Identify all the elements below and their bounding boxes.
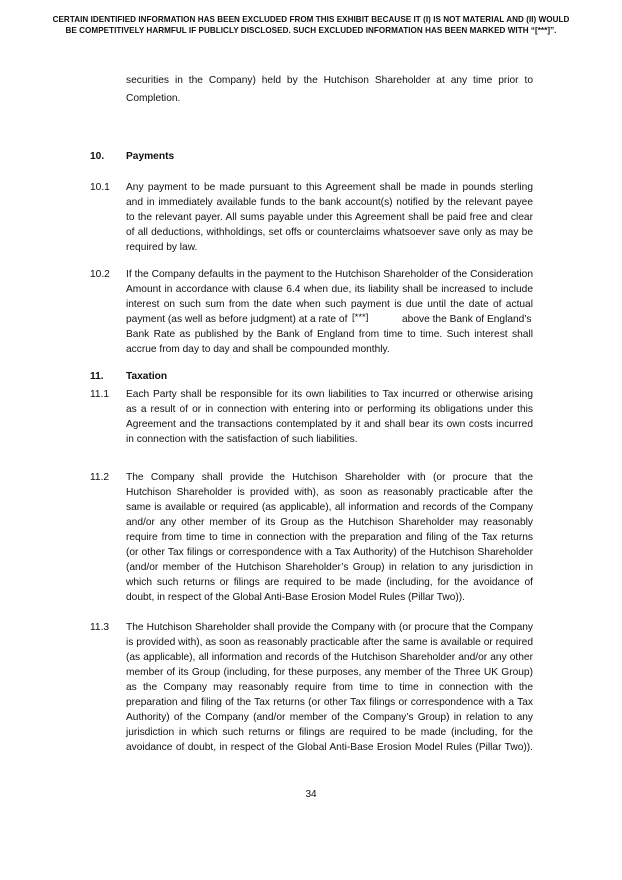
paragraph-line: accrue from day to day and shall be compounded monthly.	[126, 344, 390, 355]
paragraph-line: and in immediately available funds to the bank account(s) notified by the relevant payee	[126, 197, 533, 208]
paragraph-line: (as applicable), all information and records of the Hutchison Shareholder and/or any other	[126, 652, 533, 663]
paragraph-line: doubt, in respect of the Global Anti-Base Erosion Model Rules (Pillar Two)).	[126, 592, 465, 603]
paragraph-line: above the Bank of England’s	[402, 314, 532, 325]
section-heading: Taxation	[126, 371, 168, 382]
section-number: 10.	[90, 151, 105, 162]
redaction-notice	[30, 14, 592, 36]
paragraph-line: avoidance of doubt, in respect of the Global Anti-Base Erosion Model Rules (Pillar Two)).	[126, 742, 533, 753]
paragraph-line: and/or any other member of its Group as the Hutchison Shareholder may reasonably	[126, 517, 533, 528]
paragraph-line: is provided with), as soon as reasonably practicable after the same is available or required	[126, 637, 533, 648]
clause-number: 11.3	[90, 622, 110, 633]
paragraph-line: (or other Tax filings or correspondence with a Tax Authority) of the Hutchison Shareholder	[126, 547, 533, 558]
paragraph-line: Each Party shall be responsible for its own liabilities to Tax incurred or otherwise arising	[126, 389, 533, 400]
paragraph-line: in connection with the satisfaction of such liabilities.	[126, 434, 358, 445]
paragraph-line: interest on such sum from the date when such payment is due until the date of actual	[126, 299, 533, 310]
section-heading: Payments	[126, 151, 175, 162]
paragraph-line: as a result of or in connection with entering into or performing its obligations under this	[126, 404, 533, 415]
paragraph-line: which such returns or filings are required to be made (including, for the avoidance of	[126, 577, 533, 588]
page-number: 34	[305, 789, 317, 800]
paragraph-line: preparation and filing of the Tax returns (or other Tax filings or correspondence with a Tax	[126, 697, 533, 708]
paragraph-line: If the Company defaults in the payment to the Hutchison Shareholder of the Consideration	[126, 269, 533, 280]
paragraph-line: as the Company may reasonably require from time to time in connection with the	[126, 682, 533, 693]
paragraph-line: jurisdiction in which such returns or filings are required to be made (including, for the	[126, 727, 533, 738]
paragraph-line: Hutchison Shareholder is provided with), as soon as reasonably practicable after the	[126, 487, 533, 498]
paragraph-line: The Hutchison Shareholder shall provide the Company with (or procure that the Company	[126, 622, 533, 633]
paragraph-line: Agreement and the transactions contemplated by it and shall bear its own costs incurred	[126, 419, 533, 430]
paragraph-line: Any payment to be made pursuant to this Agreement shall be made in pounds sterling	[126, 182, 533, 193]
clause-number: 11.2	[90, 472, 110, 483]
paragraph-line: Amount in accordance with clause 6.4 when due, its liability shall be increased to include	[126, 284, 533, 295]
paragraph-line: The Company shall provide the Hutchison Shareholder with (or procure that the	[126, 472, 533, 483]
paragraph-line: payment (as well as before judgment) at a rate of	[126, 314, 348, 325]
paragraph-line: require from time to time in connection with the preparation and filing of the Tax returns	[126, 532, 533, 543]
section-number: 11.	[90, 371, 104, 382]
clause-number: 10.1	[90, 182, 110, 193]
paragraph-line: member of its Group (including, for these purposes, any member of the Three UK Group)	[126, 667, 533, 678]
clause-number: 11.1	[90, 389, 110, 400]
paragraph-line: same is available or required (as applicable), all information and records of the Company	[126, 502, 533, 513]
paragraph-line: to the relevant payer. All sums payable under this Agreement shall be paid free and clear	[126, 212, 533, 223]
clause-number: 10.2	[90, 269, 110, 280]
paragraph-line: securities in the Company) held by the Hutchison Shareholder at any time prior to	[126, 75, 533, 86]
paragraph-line: Authority) of the Company (and/or member of the Company’s Group) in relation to any	[126, 712, 533, 723]
paragraph-line: required by law.	[126, 242, 198, 253]
paragraph-line: of all deductions, withholdings, set offs or counterclaims whatsoever save only as may be	[126, 227, 533, 238]
redaction-notice-line-1: CERTAIN IDENTIFIED INFORMATION HAS BEEN EXCLUDED FROM THIS EXHIBIT BECAUSE IT (I) IS NOT MATERIAL AND (II) WOULD	[52, 15, 570, 24]
redaction-marker: [***]	[352, 312, 369, 323]
paragraph-line: Bank Rate as published by the Bank of England from time to time. Such interest shall	[126, 329, 533, 340]
redaction-notice-line-2: BE COMPETITIVELY HARMFUL IF PUBLICLY DISCLOSED. SUCH EXCLUDED INFORMATION HAS BEEN MARKED WITH “[***]”.	[65, 26, 557, 35]
paragraph-line: Completion.	[126, 93, 181, 104]
paragraph-line: (and/or member of the Hutchison Shareholder’s Group) in relation to any jurisdiction in	[126, 562, 533, 573]
